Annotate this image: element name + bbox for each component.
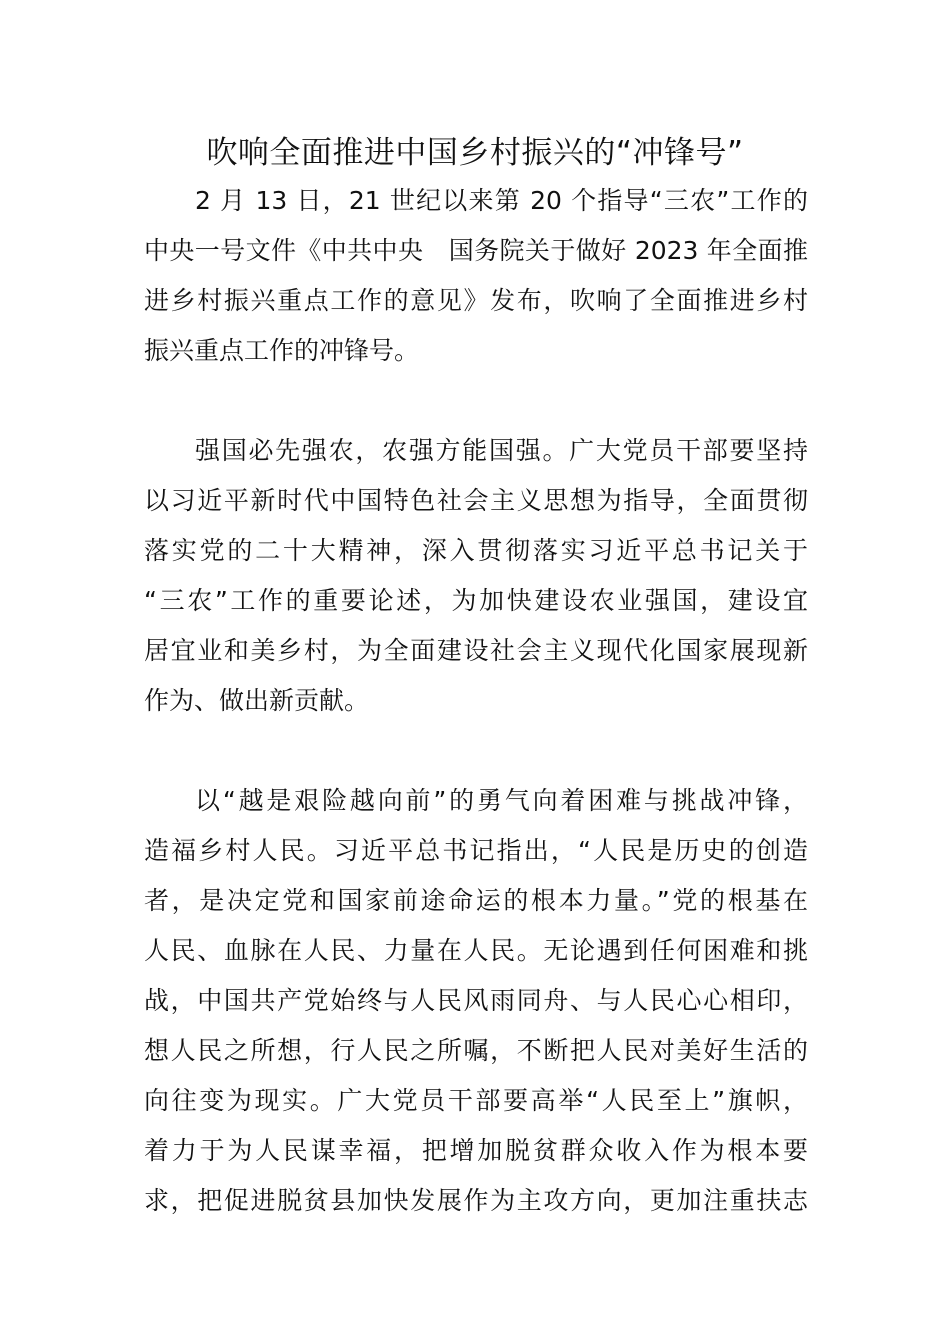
paragraph-line: 着力于为人民谋幸福，把增加脱贫群众收入作为根本要 [144,1136,808,1165]
paragraph-3 [144,776,808,1226]
paragraph-line: 求，把促进脱贫县加快发展作为主攻方向，更加注重扶志 [144,1186,808,1215]
paragraph-line: 造福乡村人民。习近平总书记指出，“人民是历史的创造 [144,836,808,865]
document-title: 吹响全面推进中国乡村振兴的“冲锋号” [206,135,744,171]
paragraph-line: 者，是决定党和国家前途命运的根本力量。”党的根基在 [144,886,808,915]
paragraph-line: 2 月 13 日，21 世纪以来第 20 个指导“三农”工作的 [195,186,808,215]
paragraph-line: 以习近平新时代中国特色社会主义思想为指导，全面贯彻 [144,486,808,515]
paragraph-line: 以“越是艰险越向前”的勇气向着困难与挑战冲锋， [195,786,808,815]
paragraph-line: 人民、血脉在人民、力量在人民。无论遇到任何困难和挑 [144,936,808,965]
paragraph-line: 战，中国共产党始终与人民风雨同舟、与人民心心相印， [144,986,808,1015]
paragraph-line: 作为、做出新贡献。 [144,686,370,715]
paragraph-line: 中央一号文件《中共中央 国务院关于做好 2023 年全面推 [144,236,808,265]
paragraph-line: 居宜业和美乡村，为全面建设社会主义现代化国家展现新 [144,636,808,665]
paragraph-line: 想人民之所想，行人民之所嘱，不断把人民对美好生活的 [144,1036,808,1065]
paragraph-line: 进乡村振兴重点工作的意见》发布，吹响了全面推进乡村 [144,286,808,315]
paragraph-line: 强国必先强农，农强方能国强。广大党员干部要坚持 [195,436,808,465]
paragraph-line: 向往变为现实。广大党员干部要高举“人民至上”旗帜， [144,1086,808,1115]
paragraph-1 [144,176,808,376]
paragraph-line: 振兴重点工作的冲锋号。 [144,336,420,365]
paragraph-line: “三农”工作的重要论述，为加快建设农业强国，建设宜 [144,586,808,615]
paragraph-line: 落实党的二十大精神，深入贯彻落实习近平总书记关于 [144,536,808,565]
paragraph-2 [144,426,808,726]
